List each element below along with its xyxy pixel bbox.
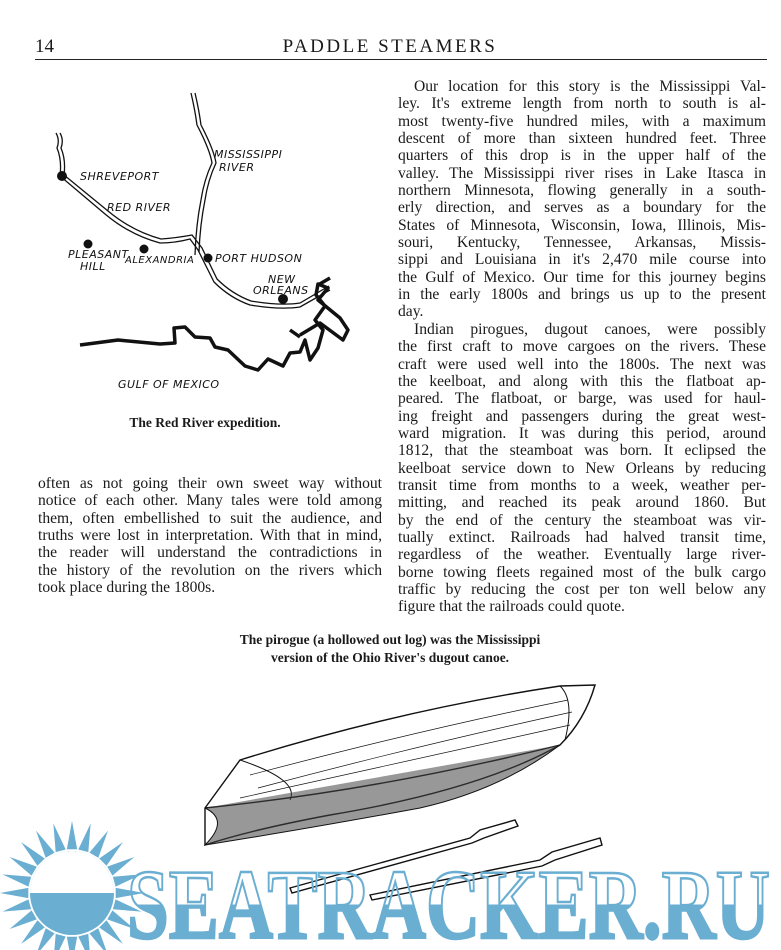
text-line: the history of the revolution on the rivers which [38, 561, 382, 579]
text-line: erly direction, and serves as a boundary for the [398, 199, 766, 217]
pirogue-caption-line-2: version of the Ohio River's dugout canoe. [270, 650, 510, 665]
map-label-shreveport: SHREVEPORT [80, 170, 159, 183]
text-line: regardless of the weather. Eventually large river- [398, 546, 766, 564]
text-line: them, often embellished to suit the audience, and [38, 509, 382, 527]
sun-ray [10, 910, 37, 929]
sun-ray [78, 934, 90, 950]
text-line: mitting, and reached its peak around 1860. But [398, 494, 766, 512]
text-line: the Gulf of Mexico. Our time for this journey begins [398, 268, 766, 286]
sun-ray [53, 934, 65, 950]
sun-ray [99, 920, 123, 944]
text-line: often as not going their own sweet way without [38, 475, 382, 492]
sun-ray [89, 831, 108, 858]
running-title: PADDLE STEAMERS [282, 36, 498, 57]
text-line: traffic by reducing the cost per ton well below any [398, 580, 766, 598]
map-label-alexandria: ALEXANDRIA [125, 255, 195, 266]
sun-ray [99, 842, 123, 866]
map-label-mississippi: MISSISSIPPI [214, 148, 283, 161]
sun-ray [78, 823, 90, 852]
map-caption: The Red River expedition. [129, 415, 281, 430]
map-label-port-hudson: PORT HUDSON [215, 252, 303, 265]
text-line: figure that the railroads could quote. [398, 598, 625, 616]
text-line: Indian pirogues, dugout canoes, were possibly [414, 320, 766, 338]
map-label-pleasant: PLEASANT [68, 248, 129, 261]
pirogue-caption-line-1: The pirogue (a hollowed out log) was the Mississippi [239, 632, 541, 647]
page-number: 14 [35, 36, 54, 57]
sun-ray [67, 937, 77, 950]
text-line: descent of more than sixteen hundred feet. Three [398, 130, 766, 148]
text-line: peared. The flatboat, or barge, was used for haul- [398, 390, 766, 408]
text-line: States of Minnesota, Wisconsin, Iowa, Illinois, Mis- [398, 216, 766, 234]
text-line: tually extinct. Railroads had halved transit time, [398, 528, 766, 546]
sun-ray [2, 899, 31, 911]
sun-ray [0, 888, 28, 898]
text-line: quarters of this drop is in the upper half of the [398, 147, 766, 165]
alexandria-marker [140, 245, 149, 254]
text-line: souri, Kentucky, Tennessee, Arkansas, Missis- [398, 234, 766, 252]
text-line: took place during the 1800s. [38, 579, 216, 597]
left-column-text [38, 475, 382, 596]
map-label-hill: HILL [80, 260, 106, 273]
watermark-text: SEATRACKER.RU [127, 849, 770, 950]
text-line: truths were lost in interpretation. With that in mind, [38, 527, 382, 545]
text-line: 1812, that the steamboat was born. It eclipsed the [398, 442, 766, 460]
pirogue-caption [180, 631, 600, 667]
text-line: by the end of the century the steamboat was vir- [398, 511, 766, 529]
mississippi-river [191, 93, 216, 255]
text-line: most twenty-five hundred miles, with a maximum [398, 112, 766, 130]
text-line: keelboat service down to New Orleans by reducing [398, 459, 766, 477]
sun-ray [10, 857, 37, 876]
text-line: in the early 1800s and brings us up to the present [398, 286, 766, 304]
map-label-red-river: RED RIVER [107, 201, 172, 214]
text-line: valley. The Mississippi river rises in Lake Itasca in [398, 164, 766, 182]
map-label-orleans: ORLEANS [253, 284, 309, 297]
text-line: day. [398, 303, 424, 321]
text-line: transit time from months to a week, weather per- [398, 476, 766, 494]
sun-ray [67, 821, 77, 849]
text-line: borne towing fleets regained most of the bulk cargo [398, 563, 766, 581]
right-column-text [398, 78, 766, 616]
sun-ray [21, 842, 45, 866]
sun-ray [53, 823, 65, 852]
text-line: the keelboat, and along with this the flatboat ap- [398, 372, 766, 390]
map-label-gulf: GULF OF MEXICO [118, 378, 220, 391]
text-line: Our location for this story is the Mississippi Val- [414, 78, 766, 95]
text-line: the reader will understand the contradictions in [38, 544, 382, 562]
shreveport-marker [57, 171, 67, 181]
text-line: craft were used well into the 1800s. The next was [398, 355, 766, 373]
sun-ray [21, 920, 45, 944]
text-line: northern Minnesota, flowing generally in a south- [398, 182, 766, 200]
text-line: ley. It's extreme length from north to south is al- [398, 95, 766, 113]
map-label-river: RIVER [219, 161, 255, 174]
text-line: ward migration. It was during this period, around [398, 424, 766, 442]
map-label-new: NEW [268, 273, 296, 286]
port-hudson-marker [204, 254, 213, 263]
seatracker-logo [0, 821, 144, 950]
text-line: the first craft to move cargoes on the rivers. These [398, 338, 766, 356]
text-line: ing freight and passengers during the great west- [398, 407, 766, 425]
sun-ray [2, 874, 31, 886]
sun-ray [36, 831, 55, 858]
text-line: notice of each other. Many tales were told among [38, 492, 382, 510]
text-line: sippi and Louisiana in it's 2,470 mile course into [398, 251, 766, 269]
